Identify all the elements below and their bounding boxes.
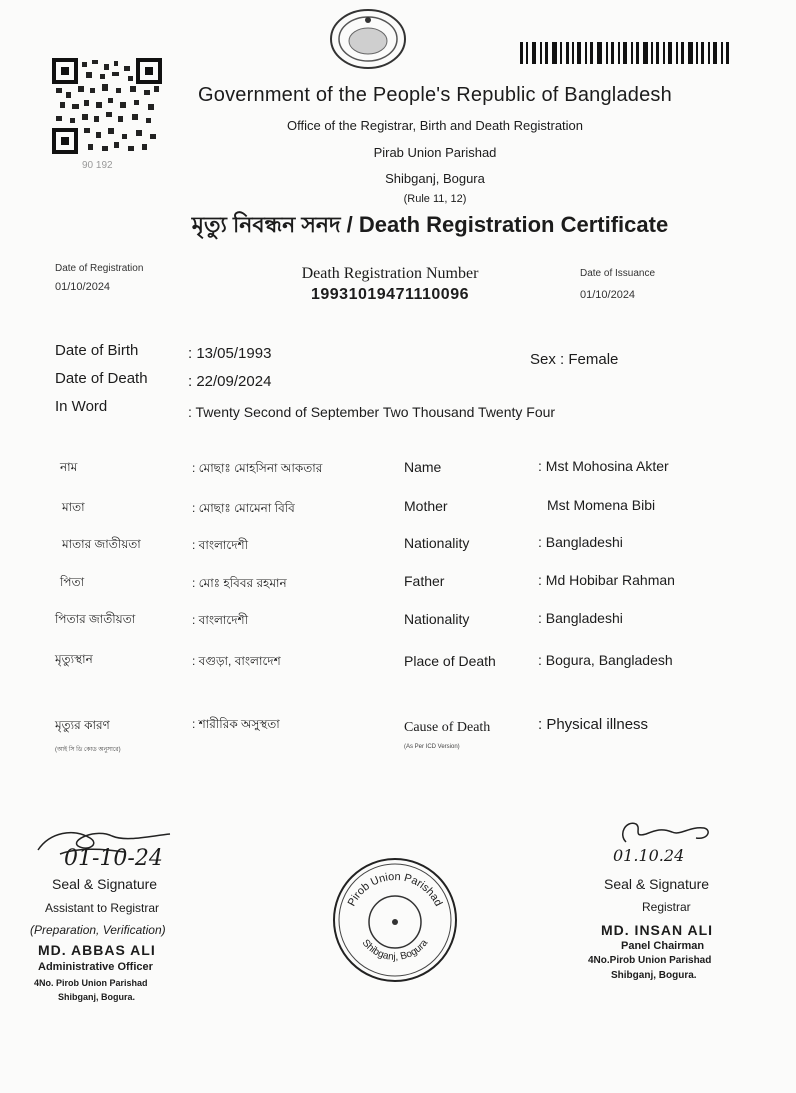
place-of-death-label-bn: মৃত্যুস্থান (55, 652, 93, 666)
name-label-bn: নাম (60, 460, 78, 474)
stamp-upper-text: Pirob Union Parishad (345, 870, 445, 909)
rule-reference: (Rule 11, 12) (403, 193, 467, 205)
mother-nationality-value: : Bangladeshi (538, 534, 623, 550)
assistant-role-note: (Preparation, Verification) (30, 923, 166, 937)
in-word-value: : Twenty Second of September Two Thousand Twenty Four (188, 404, 556, 420)
assistant-signature-date: 01-10-24 (64, 846, 163, 871)
certificate-title: মৃত্যু নিবন্ধন সনদ / Death Registration Certificate (191, 212, 669, 237)
in-word-label: In Word (55, 398, 108, 415)
father-label: Father (404, 573, 445, 589)
registrar-name: MD. INSAN ALI (601, 922, 714, 938)
death-date-value: : 22/09/2024 (188, 373, 272, 390)
mother-value: Mst Momena Bibi (547, 497, 656, 513)
name-label: Name (404, 459, 442, 475)
cause-note: (As Per ICD Version) (404, 744, 460, 750)
government-emblem-seal (328, 8, 408, 70)
cause-label-bn: মৃত্যুর কারণ (55, 718, 110, 732)
cause-label: Cause of Death (404, 720, 491, 735)
mother-label: Mother (404, 498, 448, 514)
cause-value-bn: : শারীরিক অসুস্থতা (192, 717, 280, 731)
assistant-office-line2: Shibganj, Bogura. (58, 992, 136, 1002)
place-of-death-label: Place of Death (404, 653, 496, 669)
union-heading: Pirab Union Parishad (373, 145, 497, 160)
sex-value: Sex : Female (530, 351, 619, 368)
assistant-role: Assistant to Registrar (45, 901, 160, 915)
registrar-signature-date: 01.10.24 (613, 846, 685, 865)
registrar-signature (612, 814, 722, 850)
father-value: : Md Hobibar Rahman (538, 572, 675, 588)
mother-nationality-label-bn: মাতার জাতীয়তা (62, 537, 141, 551)
government-heading: Government of the People's Republic of Bangladesh (198, 84, 672, 106)
father-nationality-value-bn: : বাংলাদেশী (192, 613, 249, 627)
cause-note-bn: (আই সি ডি কোড অনুসারে) (55, 747, 121, 753)
assistant-seal-label: Seal & Signature (52, 876, 158, 892)
registrar-designation: Panel Chairman (621, 940, 705, 952)
father-label-bn: পিতা (60, 575, 85, 589)
barcode (520, 42, 730, 64)
father-nationality-label-bn: পিতার জাতীয়তা (55, 612, 136, 626)
registrar-office-line2: Shibganj, Bogura. (611, 970, 697, 981)
registration-number-label: Death Registration Number (301, 265, 479, 282)
union-parishad-round-stamp (330, 855, 460, 985)
death-date-label: Date of Death (55, 370, 148, 387)
mother-value-bn: : মোছাঃ মোমেনা বিবি (192, 501, 295, 515)
registrar-seal-label: Seal & Signature (604, 876, 710, 892)
mother-nationality-label: Nationality (404, 535, 470, 551)
registrar-role: Registrar (642, 900, 691, 914)
qr-code-label: 90 192 (82, 160, 113, 171)
upazila-heading: Shibganj, Bogura (385, 171, 485, 186)
birth-date-label: Date of Birth (55, 342, 139, 359)
name-value-bn: : মোছাঃ মোহসিনা আকতার (192, 461, 323, 475)
registration-number-value: 19931019471110096 (310, 286, 469, 303)
name-value: : Mst Mohosina Akter (538, 458, 669, 474)
father-nationality-label: Nationality (404, 611, 470, 627)
father-nationality-value: : Bangladeshi (538, 610, 623, 626)
issuance-date-value: 01/10/2024 (580, 289, 636, 301)
cause-value: : Physical illness (538, 716, 649, 733)
place-of-death-value-bn: : বগুড়া, বাংলাদেশ (192, 654, 281, 668)
registration-date-label: Date of Registration (55, 263, 144, 274)
mother-nationality-value-bn: : বাংলাদেশী (192, 538, 249, 552)
stamp-lower-text: Shibganj, Bogura (359, 937, 431, 963)
registration-date-value: 01/10/2024 (55, 281, 111, 293)
office-heading: Office of the Registrar, Birth and Death Registration (286, 118, 584, 133)
birth-date-value: : 13/05/1993 (188, 345, 272, 362)
assistant-office-line1: 4No. Pirob Union Parishad (34, 978, 148, 988)
registrar-office-line1: 4No.Pirob Union Parishad (588, 955, 712, 966)
svg-text:Shibganj, Bogura (360, 937, 431, 963)
assistant-designation: Administrative Officer (38, 961, 153, 973)
mother-label-bn: মাতা (62, 500, 85, 514)
place-of-death-value: : Bogura, Bangladesh (538, 652, 673, 668)
father-value-bn: : মোঃ হবিবর রহমান (192, 576, 287, 590)
assistant-name: MD. ABBAS ALI (38, 942, 156, 958)
issuance-date-label: Date of Issuance (580, 268, 656, 279)
